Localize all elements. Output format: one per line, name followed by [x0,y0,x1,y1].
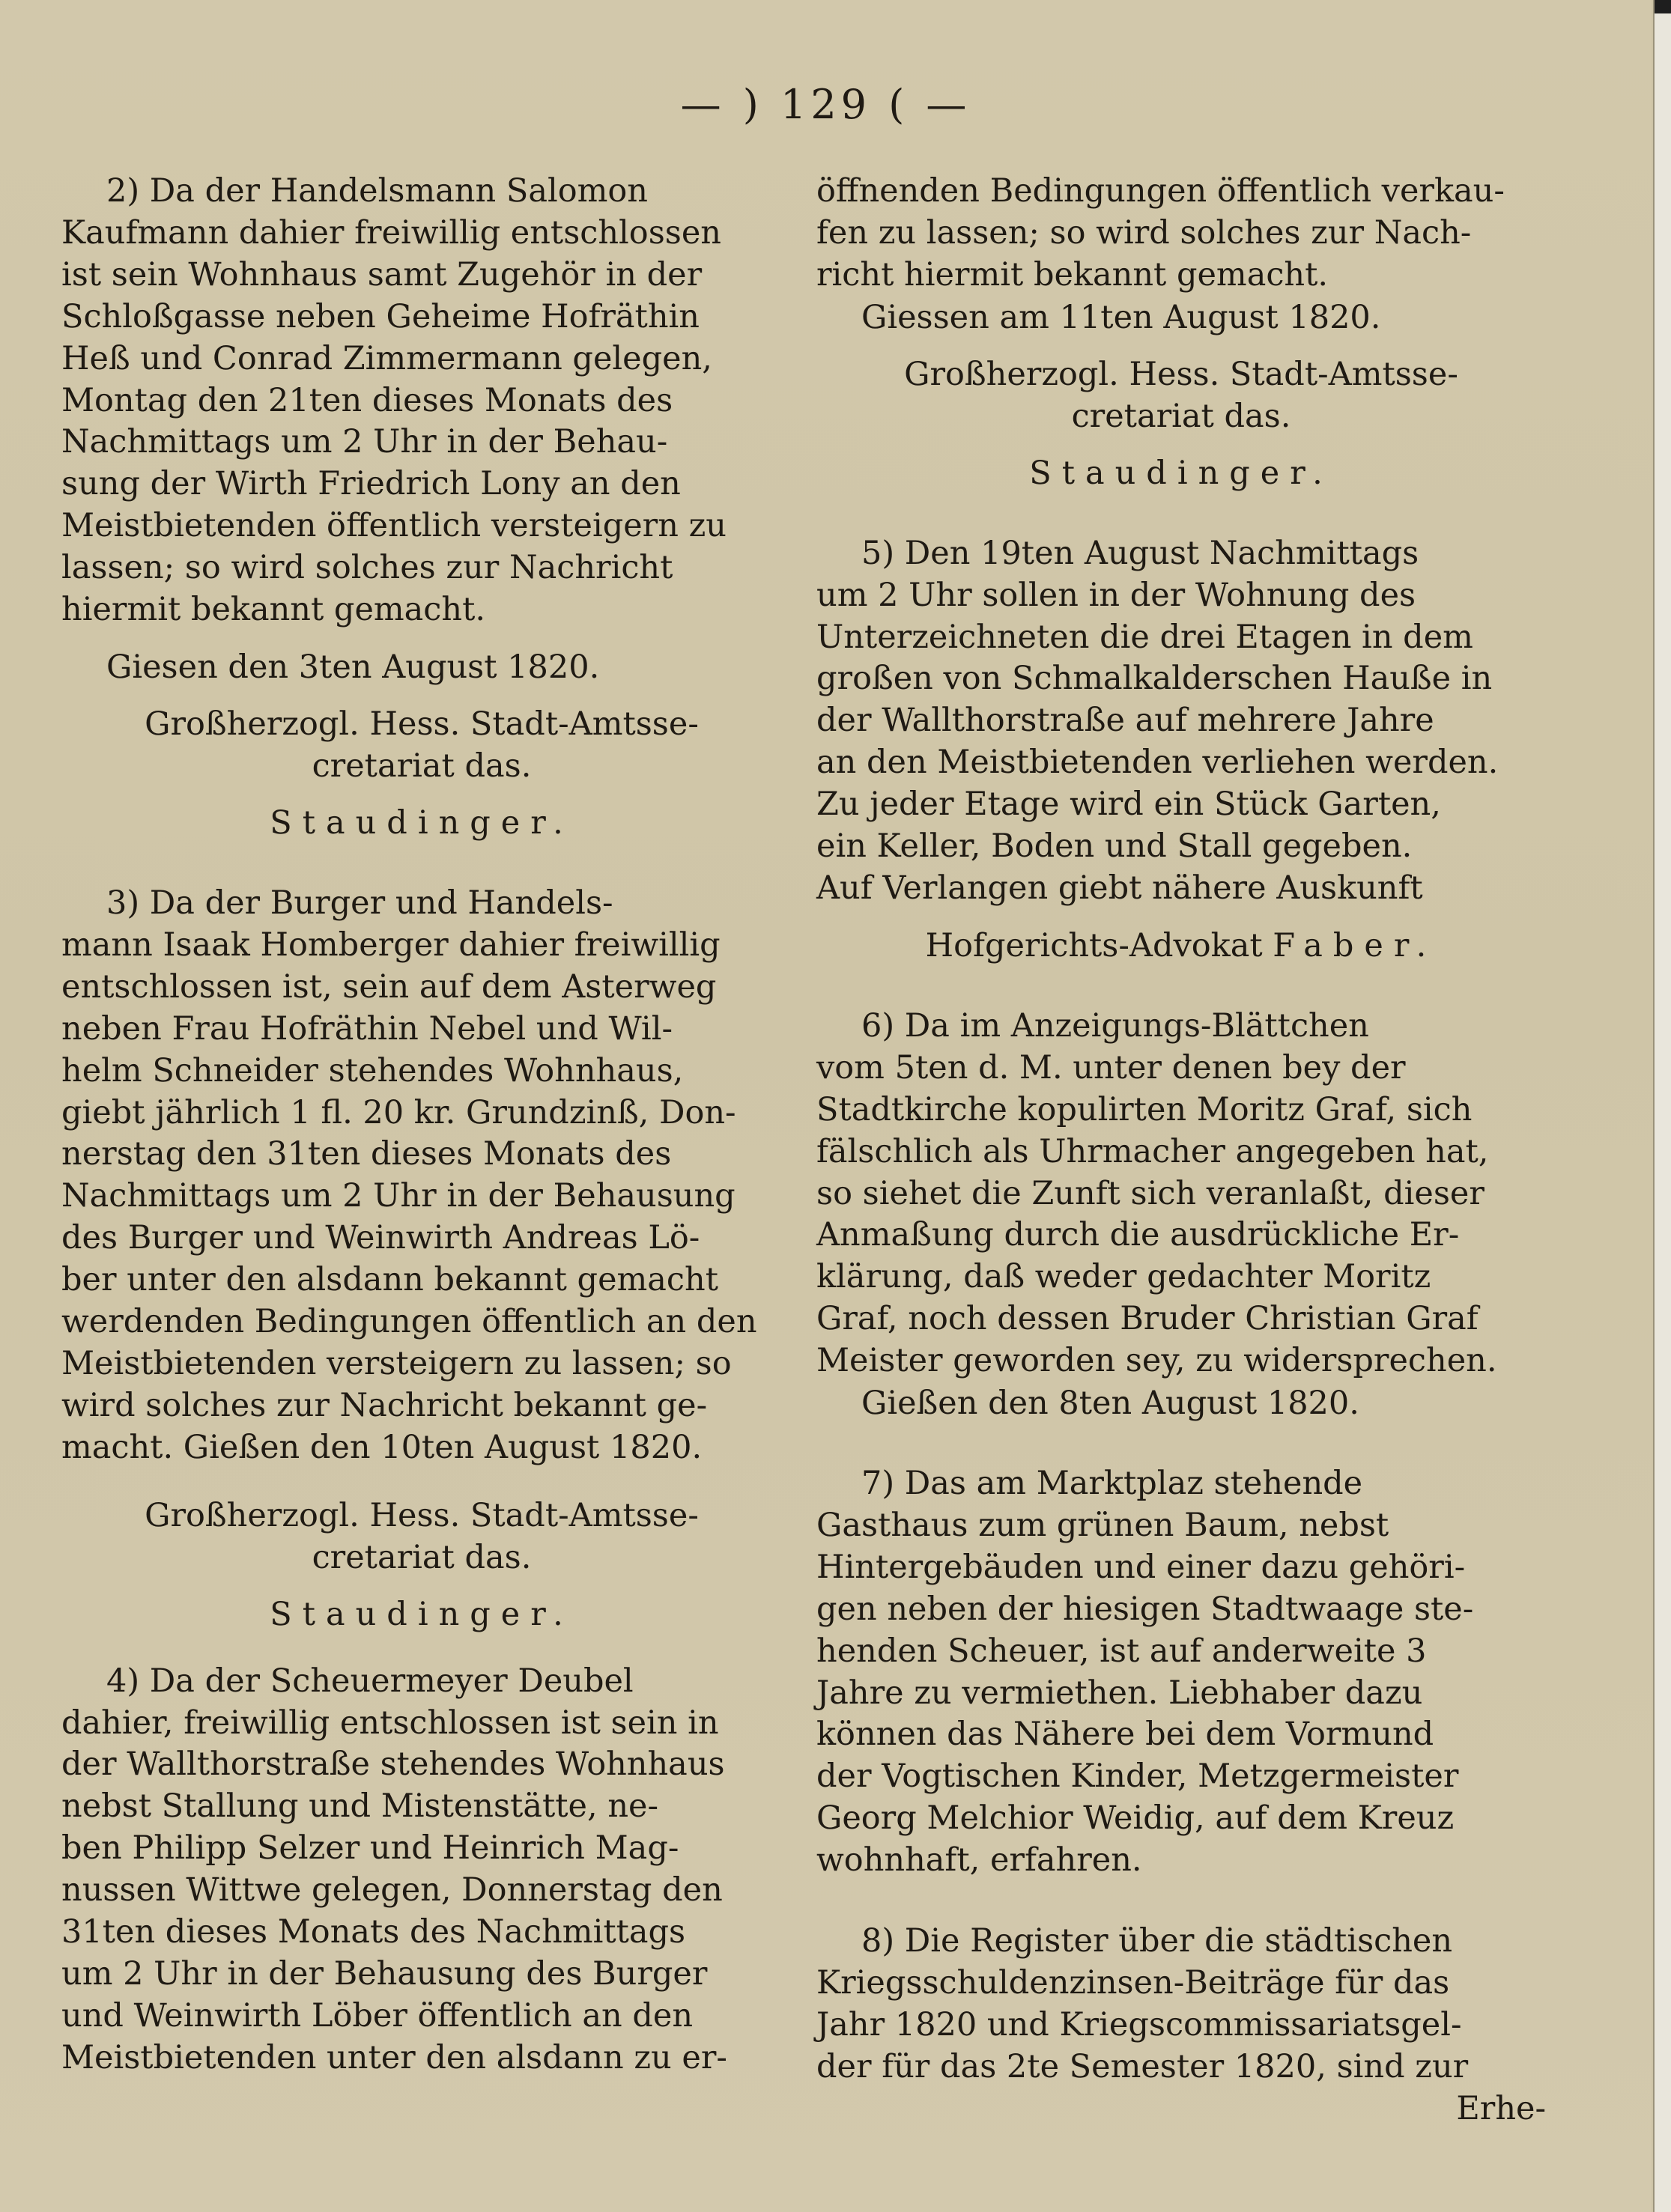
text-line: um 2 Uhr in der Behausung des Burger [61,1955,708,1993]
notice-5-signature [816,925,1546,967]
text-line: nebst Stallung und Mistenstätte, ne- [61,1787,658,1826]
text-line: Auf Verlangen giebt nähere Auskunft [816,869,1423,907]
text-line: des Burger und Weinwirth Andreas Lö- [61,1219,700,1257]
text-line: entschlossen ist, sein auf dem Asterweg [61,967,717,1006]
text-line: Meistbietenden unter den alsdann zu er- [61,2038,727,2076]
notice-4-signature: Staudinger. [1029,454,1333,492]
text-line: großen von Schmalkalderschen Hauße in [816,660,1493,698]
text-line: Großherzogl. Hess. Stadt-Amtsse- [145,705,699,743]
text-line: sung der Wirth Friedrich Lony an den [61,465,681,503]
notice-2 [61,171,782,631]
right-column [816,171,1546,2130]
catchword: Erhe- [1456,2089,1546,2127]
text-line: Großherzogl. Hess. Stadt-Amtsse- [145,1496,699,1534]
text-line: Zu jeder Etage wird ein Stück Garten, [816,786,1441,824]
text-line: Heß und Conrad Zimmermann gelegen, [61,339,712,377]
text-line: henden Scheuer, ist auf anderweite 3 [816,1632,1427,1670]
notice-6-date: Gießen den 8ten August 1820. [861,1385,1359,1423]
text-line: 31ten dieses Monats des Nachmittags [61,1913,686,1951]
text-line: cretariat das. [312,1538,532,1576]
text-line: lassen; so wird solches zur Nachricht [61,549,673,587]
text-line: helm Schneider stehendes Wohnhaus, [61,1051,684,1090]
text-line: der für das 2te Semester 1820, sind zur [816,2047,1469,2085]
text-line: nussen Wittwe gelegen, Donnerstag den [61,1871,723,1909]
notice-3 [61,883,782,1469]
text-line: richt hiermit bekannt gemacht. [816,255,1329,294]
text-line: Nachmittags um 2 Uhr in der Behau- [61,423,668,461]
text-line: Schloßgasse neben Geheime Hofräthin [61,297,700,335]
text-line: der Wallthorstraße auf mehrere Jahre [816,702,1434,740]
text-line: Jahre zu vermiethen. Liebhaber dazu [816,1674,1423,1712]
text-line: 5) Den 19ten August Nachmittags [861,534,1419,572]
text-line: Georg Melchior Weidig, auf dem Kreuz [816,1799,1455,1838]
text-line: Kriegsschuldenzinsen-Beiträge für das [816,1964,1450,2002]
text-line: Kaufmann dahier freiwillig entschlossen [61,213,721,252]
notice-4-office [816,353,1546,437]
notice-8 [816,1921,1546,2088]
text-line: klärung, daß weder gedachter Moritz [816,1258,1431,1296]
notice-5-name: Faber. [1273,926,1437,964]
text-line: vom 5ten d. M. unter denen bey der [816,1048,1406,1087]
text-line: und Weinwirth Löber öffentlich an den [61,1996,694,2035]
text-line: gen neben der hiesigen Stadtwaage ste- [816,1590,1474,1628]
text-line: der Wallthorstraße stehendes Wohnhaus [61,1745,725,1784]
text-line: Unterzeichneten die drei Etagen in dem [816,618,1473,656]
text-line: Meistbietenden versteigern zu lassen; so [61,1344,732,1382]
text-line: um 2 Uhr sollen in der Wohnung des [816,576,1416,614]
text-line: Nachmittags um 2 Uhr in der Behausung [61,1177,736,1215]
text-line: Graf, noch dessen Bruder Christian Graf [816,1300,1479,1338]
text-line: an den Meistbietenden verliehen werden. [816,744,1499,782]
scan-edge [1653,0,1671,2212]
scan-corner [1655,0,1671,13]
text-line: ist sein Wohnhaus samt Zugehör in der [61,255,703,294]
text-line: 4) Da der Scheuermeyer Deubel [106,1662,634,1700]
notice-2-signature: Staudinger. [270,803,574,842]
notice-2-date: Giesen den 3ten August 1820. [106,648,600,686]
text-line: fälschlich als Uhrmacher angegeben hat, [816,1132,1489,1170]
notice-5 [816,533,1546,910]
text-line: 7) Das am Marktplaz stehende [861,1465,1363,1503]
notice-3-signature: Staudinger. [270,1595,574,1633]
notice-7 [816,1463,1546,1882]
notice-3-office [61,1495,782,1579]
text-line: wird solches zur Nachricht bekannt ge- [61,1386,708,1424]
text-line: der Vogtischen Kinder, Metzgermeister [816,1757,1459,1796]
text-line: dahier, freiwillig entschlossen ist sein in [61,1704,719,1742]
text-line: Meister geworden sey, zu widersprechen. [816,1342,1497,1380]
text-line: Montag den 21ten dieses Monats des [61,381,673,419]
text-line: giebt jährlich 1 fl. 20 kr. Grundzinß, Don- [61,1093,736,1131]
text-line: Jahr 1820 und Kriegscommissariatsgel- [816,2005,1462,2044]
text-line: macht. Gießen den 10ten August 1820. [61,1428,703,1466]
left-column [61,171,782,2079]
text-line: 2) Da der Handelsmann Salomon [106,172,648,210]
text-line: Stadtkirche kopulirten Moritz Graf, sich [816,1090,1473,1128]
notice-4-date: Giessen am 11ten August 1820. [861,298,1381,336]
text-line: ben Philipp Selzer und Heinrich Mag- [61,1829,679,1868]
notice-5-title: Hofgerichts-Advokat [925,926,1263,964]
text-line: öffnenden Bedingungen öffentlich verkau- [816,172,1505,210]
text-line: wohnhaft, erfahren. [816,1841,1142,1880]
notice-4-continued [816,171,1546,297]
text-line: können das Nähere bei dem Vormund [816,1716,1434,1754]
text-line: ber unter den alsdann bekannt gemacht [61,1261,718,1299]
notice-6 [816,1006,1546,1382]
page-header: — ) 129 ( — [680,81,971,128]
text-line: so siehet die Zunft sich veranlaßt, dieser [816,1174,1485,1212]
text-line: werdenden Bedingungen öffentlich an den [61,1303,757,1341]
text-line: cretariat das. [1071,397,1291,435]
text-line: mann Isaak Homberger dahier freiwillig [61,926,721,964]
notice-2-office [61,703,782,787]
text-line: nerstag den 31ten dieses Monats des [61,1135,672,1173]
text-line: hiermit bekannt gemacht. [61,591,486,629]
text-line: Anmaßung durch die ausdrückliche Er- [816,1216,1460,1254]
text-line: 6) Da im Anzeigungs-Blättchen [861,1006,1369,1045]
text-line: Großherzogl. Hess. Stadt-Amtsse- [904,355,1458,393]
text-line: cretariat das. [312,747,532,785]
text-line: fen zu lassen; so wird solches zur Nach- [816,213,1472,252]
text-line: Meistbietenden öffentlich versteigern zu [61,507,727,545]
text-line: neben Frau Hofräthin Nebel und Wil- [61,1009,673,1048]
notice-4 [61,1661,782,2079]
text-line: Hintergebäuden und einer dazu gehöri- [816,1548,1466,1586]
text-line: Gasthaus zum grünen Baum, nebst [816,1506,1389,1544]
text-line: ein Keller, Boden und Stall gegeben. [816,827,1413,866]
text-line: 3) Da der Burger und Handels- [106,884,613,922]
text-line: 8) Die Register über die städtischen [861,1922,1453,1960]
